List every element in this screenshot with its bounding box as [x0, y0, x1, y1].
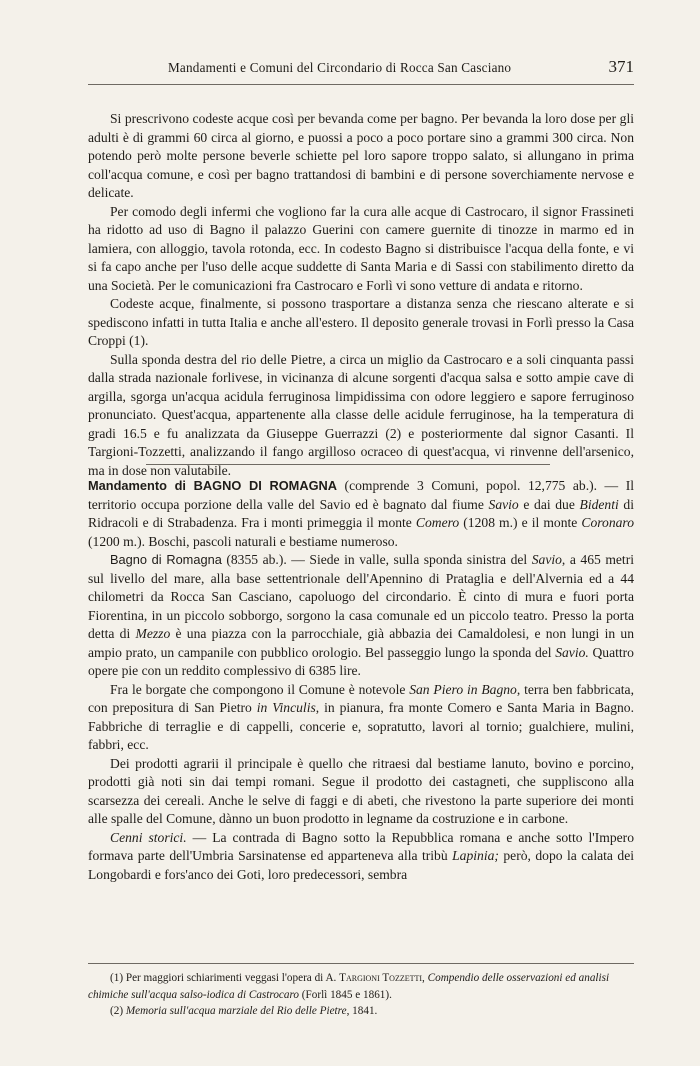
text-run: e dai due	[518, 496, 580, 512]
italic-run: Compendio delle osservazioni ed analisi chimiche sull'acqua salso-iodica di Castrocaro	[88, 972, 610, 1001]
text-run: però, dopo la calata dei Longobardi e fors'anco dei Goti, loro predecessori, sembra	[88, 848, 635, 882]
author-name: Targioni Tozzetti	[339, 972, 423, 984]
italic-run: Comero	[415, 515, 460, 530]
text-run: Fra le borgate che compongono il Comune è notevole	[110, 681, 410, 697]
page-number: 371	[608, 57, 634, 76]
text-run: (1) Per maggiori schiarimenti veggasi l'opera di A.	[110, 972, 340, 984]
paragraph: Si prescrivono codeste acque così per bevanda come per bagno. Per bevanda la loro dose per gli adulti è di grammi 60 circa al giorno, e puossi a poco a poco portare sino a grammi 300 circa. Non potendo però molte persone beverle schiette pel loro sapore troppo salato, si allungano in prima coll'acqua comune, e così per bagno trattandosi di bambini e di persone soverchiamente nervose e delicate.	[88, 111, 634, 200]
text-run: (8355 ab.). — Siede in valle, sulla sponda sinistra del	[221, 552, 532, 567]
text-run: , terra ben fabbricata, con prepositura di San Pietro	[88, 681, 634, 715]
italic-run: Savio	[488, 496, 519, 512]
paragraph: Codeste acque, finalmente, si possono trasportare a distanza senza che riescano alterate e si spediscono infatti in tutta Italia e anche all'estero. Il deposito generale trovasi in Forlì presso la Casa Croppi (1).	[88, 296, 634, 348]
italic-run: San Piero in Bagno	[409, 681, 517, 697]
running-header	[88, 57, 634, 85]
paragraph: Per comodo degli infermi che vogliono far la cura alle acque di Castrocaro, il signor Frassineti ha ridotto ad uso di Bagno il palazzo Guerini con camere guernite di tinozze in marmo ed in lamiera, con alloggio, tavola rotonda, ecc. In codesto Bagno si distribuisce l'acqua della fonte, e vi si fa capo anche per l'uso delle acque suddette di Santa Maria e di Sassi con stabilimento diretto da una Società. Per le comunicazioni fra Castrocaro e Forlì vi sono vetture di andata e ritorno.	[88, 203, 634, 293]
paragraph	[88, 551, 634, 681]
text-run: — La contrada di Bagno sotto la Repubblica romana e anche sotto l'Impero formava parte dell'Umbria Sarsinatense ed apparteneva alla tribù	[88, 829, 634, 863]
text-run: (Forlì 1845 e 1861).	[299, 988, 392, 1001]
text-run: Quattro opere pie con un reddito complessivo di 6385 lire.	[88, 644, 634, 678]
text-run: di Ridracoli e di Strabadenza. Fra i monti primeggia il monte	[88, 496, 634, 530]
castrocaro-section	[88, 110, 634, 480]
italic-run: Bidenti	[579, 496, 619, 512]
paragraph: Sulla sponda destra del rio delle Pietre, a circa un miglio da Castrocaro e a soli cinquanta passi dalla strada nazionale forlivese, in vicinanza di alcune sorgenti d'acqua salsa e sotto ampie cave di argilla, sgorga un'acqua acidula ferruginosa limpidissima con odore leggiero e sapore ferruginoso pronunciato. Quest'acqua, appartenente alla classe delle acidule ferruginose, ha la temperatura di gradi 16.5 e fu analizzata da Giuseppe Guerrazzi (2) e posteriormente dal signor Casanti. Il Targioni-Tozzetti, analizzando il fango argilloso ocraceo di quest'acqua, vi rinvenne dell'arsenico, ma in dose non valutabile.	[88, 351, 634, 478]
mandamento-heading: Mandamento di BAGNO DI ROMAGNA	[88, 478, 338, 493]
section-divider	[146, 464, 550, 465]
paragraph	[88, 477, 634, 551]
town-heading: Bagno di Romagna	[110, 552, 222, 567]
text-run: (1208 m.) e il monte	[459, 515, 582, 530]
header-title: Mandamenti e Comuni del Circondario di Rocca San Casciano	[168, 60, 512, 75]
text-run: , 1841.	[346, 1005, 378, 1017]
italic-run: Savio	[531, 552, 562, 567]
italic-run: Mezzo	[135, 626, 171, 641]
italic-run: Cenni storici.	[110, 829, 187, 845]
paragraph: Dei prodotti agrarii il principale è quello che ritraesi dal bestiame lanuto, bovino e porcino, prodotti già noti sin dai tempi romani. Segue il prodotto dei castagneti, che suppliscono alla scarsezza dei cereali. Anche le selve di faggi e di abeti, che rivestono la parte superiore dei monti alle spalle del Comune, dànno un buon prodotto in legname da costruzione e in carbone.	[88, 755, 634, 826]
footnote-2	[88, 1003, 634, 1020]
text-run: ,	[422, 972, 428, 984]
footnotes	[88, 963, 634, 1020]
text-run: , a 465 metri sul livello del mare, alla base settentrionale dell'Apennino di Prataglia e dell'Alvernia ed a 44 chilometri da Rocca San Casciano, capoluogo del circondario. È cinto di mura e fuori porta Fiorentina, in un piccolo sobborgo, sorgono la casa comunale ed un piccolo teatro. Presso la porta detta di	[88, 552, 635, 641]
italic-run: Savio.	[555, 644, 589, 660]
text-run: è una piazza con la parrocchiale, già abbazia dei Camaldolesi, e non lungi in un ampio prato, un campanile con pubblico orologio. Bel passeggio lungo la sponda del	[88, 626, 634, 660]
text-run: (comprende 3 Comuni, popol. 12,775 ab.). — Il territorio occupa porzione della valle del Savio ed è bagnato dal fiume	[88, 478, 634, 512]
paragraph	[88, 681, 634, 755]
italic-run: Coronaro	[581, 515, 635, 530]
italic-run: Lapinia;	[452, 848, 499, 863]
mandamento-section	[88, 477, 634, 884]
text-run: (2)	[110, 1005, 126, 1017]
paragraph	[88, 829, 634, 885]
text-run: (1200 m.). Boschi, pascoli naturali e bestiame numeroso.	[88, 533, 398, 549]
text-run: , in pianura, fra monte Comero e Santa Maria in Bagno. Fabbriche di terraglie e di cappelli, concerie e, sopratutto, lavori al tornio; gualchiere, mulini, fabbri, ecc.	[88, 700, 634, 752]
footnote-rule	[88, 963, 634, 964]
italic-run: in Vinculis	[256, 700, 316, 715]
footnote-1	[88, 970, 634, 1003]
italic-run: Memoria sull'acqua marziale del Rio delle Pietre	[125, 1005, 347, 1017]
